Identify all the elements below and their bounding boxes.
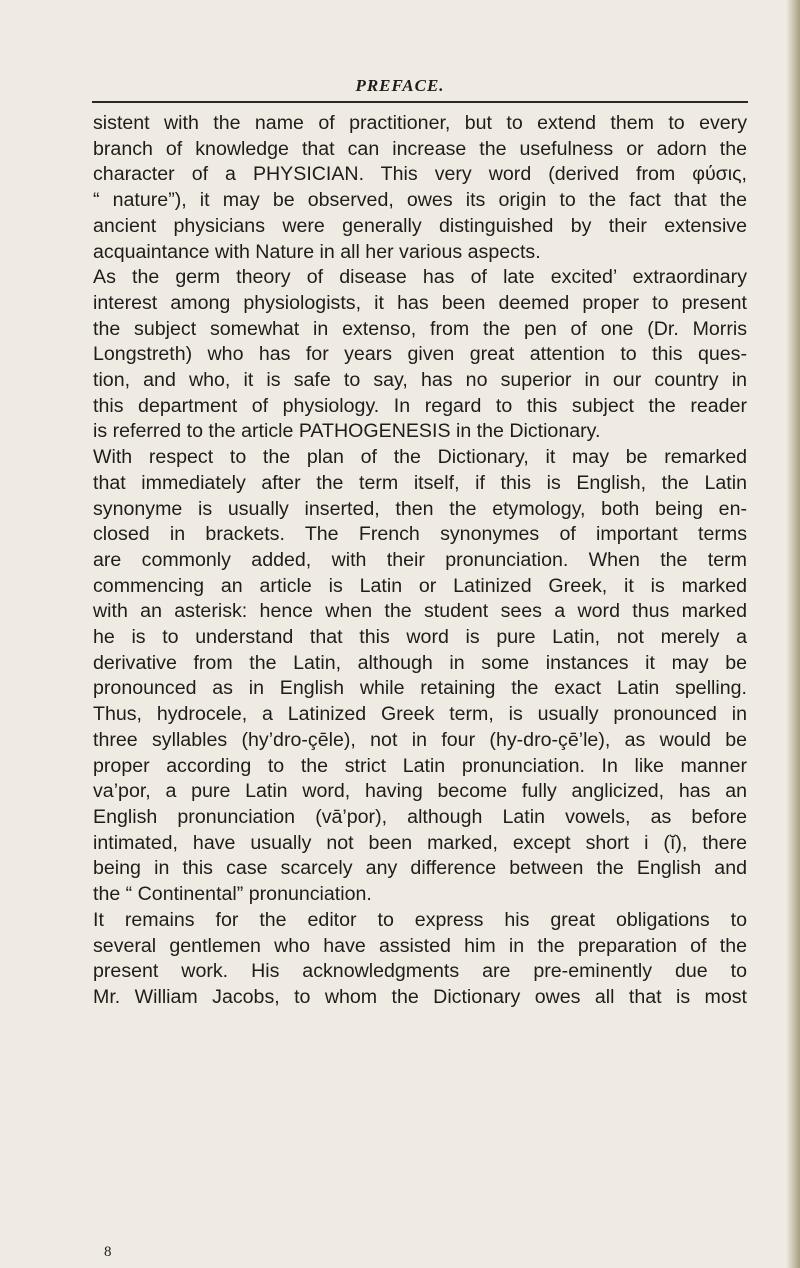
text-line: are commonly added, with their pronunciation. When the term — [93, 548, 747, 571]
text-line: va’por, a pure Latin word, having become fully anglicized, has an — [93, 780, 747, 803]
text-line: acquaintance with Nature in all her various aspects. — [93, 240, 541, 263]
text-line: present work. His acknowledgments are pre-eminently due to — [93, 960, 747, 983]
text-line: With respect to the plan of the Dictionary, it may be remarked — [93, 446, 747, 469]
text-line: he is to understand that this word is pure Latin, not merely a — [93, 626, 747, 649]
text-line: It remains for the editor to express his great obligations to — [93, 908, 747, 931]
text-line: closed in brackets. The French synonymes of important terms — [93, 523, 747, 546]
text-line: synonyme is usually inserted, then the etymology, both being en- — [93, 497, 747, 520]
text-line: this department of physiology. In regard to this subject the reader — [93, 394, 747, 417]
text-line: Longstreth) who has for years given great attention to this ques- — [93, 343, 747, 366]
text-line: character of a PHYSICIAN. This very word (derived from φύσις, — [93, 163, 747, 186]
text-line: the “ Continental” pronunciation. — [93, 883, 372, 906]
text-line: branch of knowledge that can increase the usefulness or adorn the — [93, 137, 747, 160]
text-line: that immediately after the term itself, if this is English, the Latin — [93, 471, 747, 494]
page-edge-shadow — [786, 0, 800, 1268]
text-line: intimated, have usually not been marked, except short i (ĭ), there — [93, 831, 747, 854]
text-line: derivative from the Latin, although in some instances it may be — [93, 651, 747, 674]
text-line: with an asterisk: hence when the student sees a word thus marked — [93, 600, 747, 623]
text-line: interest among physiologists, it has been deemed proper to present — [93, 291, 747, 314]
text-line: proper according to the strict Latin pronunciation. In like manner — [93, 754, 747, 777]
text-line: being in this case scarcely any difference between the English and — [93, 857, 747, 880]
text-line: English pronunciation (vā’por), although Latin vowels, as before — [93, 805, 747, 828]
text-line: Thus, hydrocele, a Latinized Greek term, is usually pronounced in — [93, 703, 747, 726]
running-head: PREFACE. — [355, 76, 445, 95]
text-line: three syllables (hy’dro-çēle), not in four (hy-dro-çē’le), as would be — [93, 728, 747, 751]
text-line: commencing an article is Latin or Latinized Greek, it is marked — [93, 574, 747, 597]
text-line: the subject somewhat in extenso, from the pen of one (Dr. Morris — [93, 317, 747, 340]
text-line: “ nature”), it may be observed, owes its origin to the fact that the — [93, 189, 747, 212]
header-rule — [92, 101, 748, 103]
page-number: 8 — [104, 1244, 112, 1260]
text-line: pronounced as in English while retaining the exact Latin spelling. — [93, 677, 747, 700]
text-line: ancient physicians were generally distinguished by their extensive — [93, 214, 747, 237]
text-line: tion, and who, it is safe to say, has no superior in our country in — [93, 369, 747, 392]
text-line: As the germ theory of disease has of late excited’ extraordinary — [93, 266, 747, 289]
text-line: Mr. William Jacobs, to whom the Dictionary owes all that is most — [93, 985, 747, 1008]
body-text — [93, 111, 747, 1011]
text-line: several gentlemen who have assisted him in the preparation of the — [93, 934, 747, 957]
text-line: sistent with the name of practitioner, but to extend them to every — [93, 112, 747, 134]
text-line: is referred to the article PATHOGENESIS in the Dictionary. — [93, 420, 601, 443]
